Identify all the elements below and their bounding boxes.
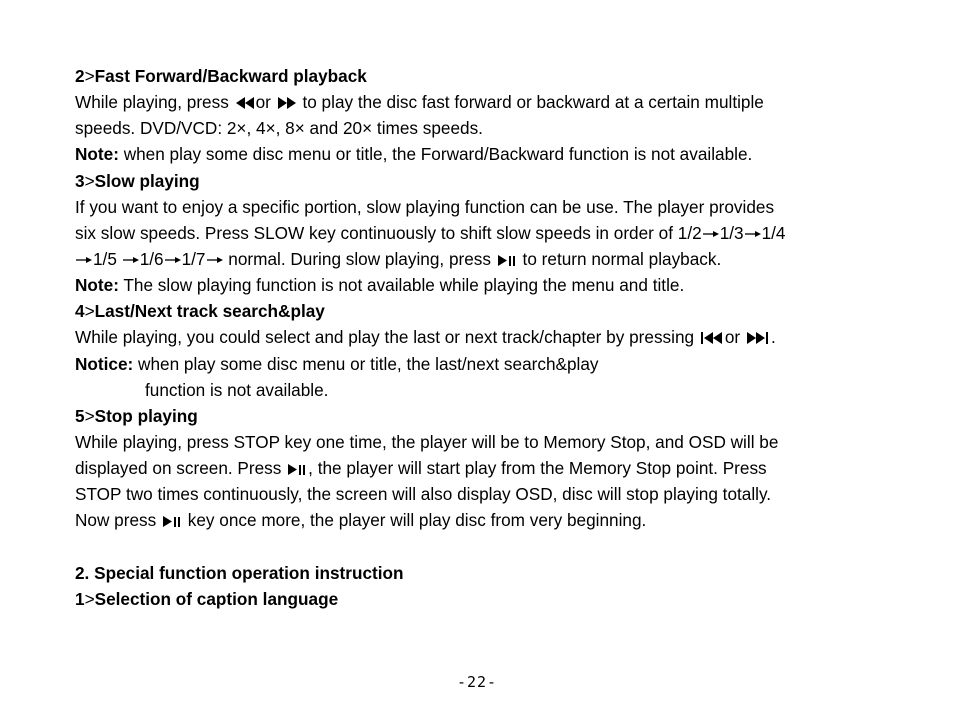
note-label: Note: xyxy=(75,275,119,296)
play-pause-icon xyxy=(498,254,516,266)
notice-line xyxy=(75,351,895,377)
notice-label: Notice: xyxy=(75,353,134,374)
heading-text: Stop playing xyxy=(94,405,198,426)
paragraph-line xyxy=(75,455,895,481)
paragraph-line xyxy=(75,89,895,115)
heading-caption-language xyxy=(75,586,895,612)
text-run: While playing, you could select and play the last or next track/chapter by pressing xyxy=(75,327,695,348)
heading-number: 2 xyxy=(75,66,85,86)
heading-track-search xyxy=(75,298,895,324)
text-run: 1/7 xyxy=(181,248,206,269)
text-run: six slow speeds. Press SLOW key continuously to shift slow speeds in order of 1/2 xyxy=(75,222,702,243)
arrow-right-icon xyxy=(703,231,719,237)
text-run: 1/6 xyxy=(139,248,164,269)
heading-text: Slow playing xyxy=(94,170,200,191)
text-run: Now press xyxy=(75,510,157,531)
heading-text: Selection of caption language xyxy=(94,588,339,609)
heading-number: 4 xyxy=(75,301,85,322)
text-run: displayed on screen. Press xyxy=(75,458,282,479)
text-run: 1/4 xyxy=(761,222,786,243)
heading-special-function: 2. Special function operation instruction xyxy=(75,562,404,583)
arrow-right-icon xyxy=(76,257,92,263)
paragraph-line xyxy=(75,246,895,272)
notice-text: when play some disc menu or title, the last/next search&play xyxy=(133,353,599,374)
heading-fast-forward xyxy=(75,63,895,89)
heading-stop-playing xyxy=(75,403,895,429)
arrow-right-icon xyxy=(207,257,223,263)
note-line xyxy=(75,141,895,167)
heading-bracket: > xyxy=(84,301,95,322)
heading-bracket: > xyxy=(84,405,95,426)
text-run: 1/5 xyxy=(93,248,117,269)
play-pause-icon xyxy=(288,463,306,475)
text-run: While playing, press xyxy=(75,92,229,113)
heading-number: 1 xyxy=(75,588,85,609)
text-run: 1/3 xyxy=(719,222,744,243)
fast-backward-icon xyxy=(236,97,254,109)
arrow-right-icon xyxy=(165,257,181,263)
paragraph-line xyxy=(75,507,895,533)
next-track-icon xyxy=(747,332,769,344)
arrow-right-icon xyxy=(745,231,761,237)
previous-track-icon xyxy=(701,332,723,344)
text-run: to return normal playback. xyxy=(522,248,722,269)
fast-forward-icon xyxy=(278,97,296,109)
play-pause-icon xyxy=(163,515,181,527)
paragraph-line xyxy=(75,324,895,350)
blank-line xyxy=(75,534,895,560)
text-run: to play the disc fast forward or backward at a certain multiple xyxy=(302,92,764,113)
heading-bracket: > xyxy=(84,588,95,609)
text-run: or xyxy=(255,92,271,113)
note-text: when play some disc menu or title, the Forward/Backward function is not available. xyxy=(118,144,753,165)
heading-bracket: > xyxy=(84,66,95,86)
arrow-right-icon xyxy=(123,257,139,263)
paragraph-line: If you want to enjoy a specific portion, slow playing function can be use. The player provides xyxy=(75,196,775,217)
heading-bracket: > xyxy=(84,170,95,191)
paragraph-line: speeds. DVD/VCD: 2×, 4×, 8× and 20× times speeds. xyxy=(75,118,483,139)
paragraph-line: STOP two times continuously, the screen will also display OSD, disc will stop playing totally. xyxy=(75,484,772,505)
paragraph-line: While playing, press STOP key one time, the player will be to Memory Stop, and OSD will be xyxy=(75,431,779,452)
note-text: The slow playing function is not available while playing the menu and title. xyxy=(118,275,685,296)
heading-text: Last/Next track search&play xyxy=(94,301,325,322)
text-run: key once more, the player will play disc from very beginning. xyxy=(187,510,647,531)
note-label: Note: xyxy=(75,144,119,165)
manual-page xyxy=(75,63,895,612)
heading-slow-playing xyxy=(75,168,895,194)
heading-number: 3 xyxy=(75,170,85,191)
note-line xyxy=(75,272,895,298)
notice-continuation: function is not available. xyxy=(145,379,329,400)
heading-number: 5 xyxy=(75,405,85,426)
text-run: , the player will start play from the Memory Stop point. Press xyxy=(308,458,767,479)
text-run: normal. During slow playing, press xyxy=(228,248,491,269)
text-run: . xyxy=(770,327,776,348)
paragraph-line xyxy=(75,220,895,246)
heading-text: Fast Forward/Backward playback xyxy=(94,66,367,86)
page-number: -22- xyxy=(456,673,498,691)
text-run: or xyxy=(724,327,741,348)
